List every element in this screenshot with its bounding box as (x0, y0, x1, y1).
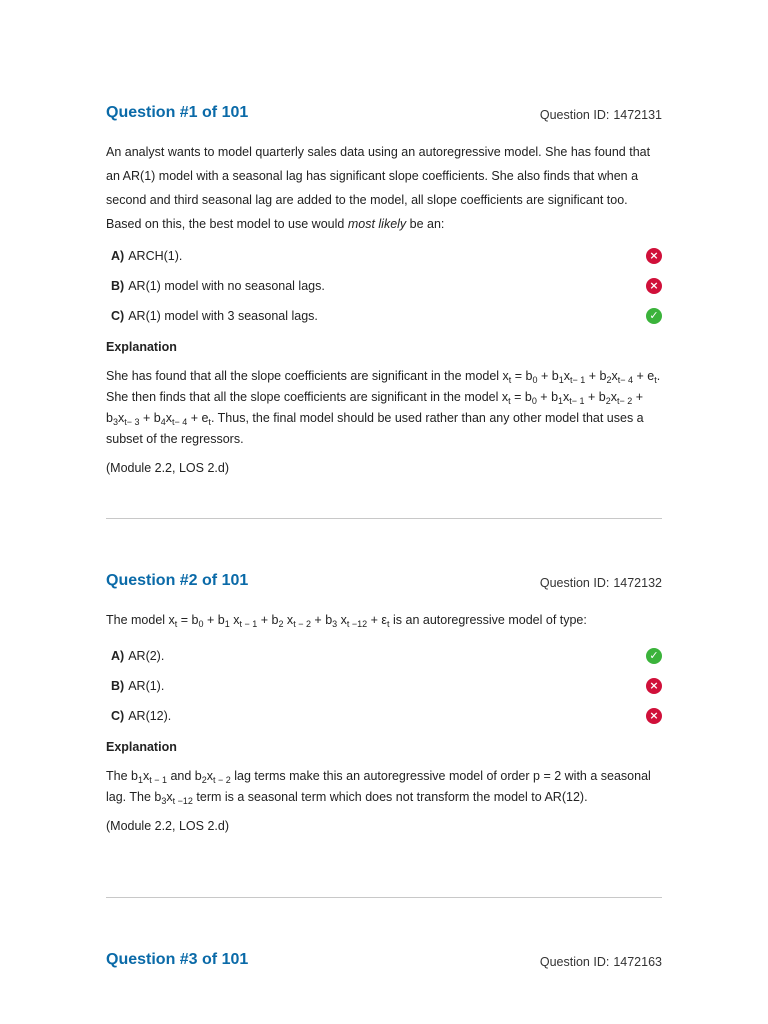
incorrect-icon: × (646, 248, 662, 264)
divider (106, 518, 662, 519)
explanation-body: The $b_1x_{t - 1}$ and $b_2x_{t - 2}$ lag terms make this an autoregressive model of order p = 2 with a seasonal lag. The $b_3x_{t -12}$ term is a seasonal term which does not transform the model to AR(12). (106, 769, 651, 806)
stem-emphasis: most likely (347, 217, 407, 231)
incorrect-icon: × (646, 678, 662, 694)
question-stem (106, 140, 662, 236)
module-reference: (Module 2.2, LOS 2.d) (106, 819, 229, 833)
correct-icon: ✓ (646, 308, 662, 324)
option-b[interactable] (106, 276, 662, 306)
option-letter: C) (111, 309, 125, 323)
explanation-title: Explanation (106, 740, 177, 754)
question-stem: The model $x_t = b_0 + b_1$ $x_{t - 1} + b_2$ $x_{t - 2} + b_3$ $x_{t -12} + \varepsilon_t$ is an autoregressive model of type: (106, 613, 587, 629)
incorrect-icon: × (646, 278, 662, 294)
question-3 (106, 951, 662, 975)
option-text: ARCH(1). (128, 249, 183, 263)
correct-icon: ✓ (646, 648, 662, 664)
option-text: AR(1) model with 3 seasonal lags. (128, 309, 318, 323)
option-text: AR(1) model with no seasonal lags. (128, 279, 325, 293)
answer-options (106, 646, 662, 736)
option-c[interactable] (106, 306, 662, 336)
option-text: AR(2). (128, 649, 165, 663)
divider (106, 897, 662, 898)
question-id-label: Question ID: (539, 576, 610, 590)
question-id (540, 576, 662, 590)
incorrect-icon: × (646, 708, 662, 724)
option-letter: A) (111, 649, 125, 663)
question-2 (106, 572, 662, 837)
option-letter: C) (111, 709, 125, 723)
explanation-title: Explanation (106, 340, 177, 354)
option-letter: B) (111, 279, 125, 293)
module-reference: (Module 2.2, LOS 2.d) (106, 461, 229, 475)
question-title: Question #3 of 101 (106, 951, 249, 968)
question-id-value: 1472132 (613, 576, 662, 590)
option-a[interactable] (106, 246, 662, 276)
question-title: Question #1 of 101 (106, 104, 249, 121)
option-text: AR(12). (128, 709, 172, 723)
question-id-value: 1472131 (613, 108, 662, 122)
stem-text: An analyst wants to model quarterly sales data using an autoregressive model. She has found that an AR(1) model with a seasonal lag has significant slope coefficients. She also finds that when a second and third seasonal lag are added to the model, all slope coefficients are significant too. Based on this, the best model to use would (106, 145, 651, 231)
question-header (106, 104, 662, 128)
question-1 (106, 104, 662, 479)
question-id (540, 955, 662, 969)
question-header (106, 951, 662, 975)
option-letter: B) (111, 679, 125, 693)
question-id-label: Question ID: (539, 108, 610, 122)
question-header (106, 572, 662, 596)
question-title: Question #2 of 101 (106, 572, 249, 589)
option-c[interactable] (106, 706, 662, 736)
option-text: AR(1). (128, 679, 165, 693)
question-id-value: 1472163 (613, 955, 662, 969)
option-b[interactable] (106, 676, 662, 706)
explanation-body: She has found that all the slope coefficients are significant in the model $x_t = b_0 + b_1x_{t- 1} + b_2x_{t- 4} + e_t$. She then finds that all the slope coefficients are significant in the model $x_t = b_0 + b_1x_{t- 1} + b_2x_{t- 2} + b_3x_{t- 3} + b_4x_{t- 4} + e_t$. Thus, the final model should be used rather than any other model that uses a subset of the regressors. (106, 369, 661, 446)
stem-text: be an: (406, 217, 445, 231)
answer-options (106, 246, 662, 336)
question-id-label: Question ID: (539, 955, 610, 969)
option-a[interactable] (106, 646, 662, 676)
option-letter: A) (111, 249, 125, 263)
question-id (540, 108, 662, 122)
